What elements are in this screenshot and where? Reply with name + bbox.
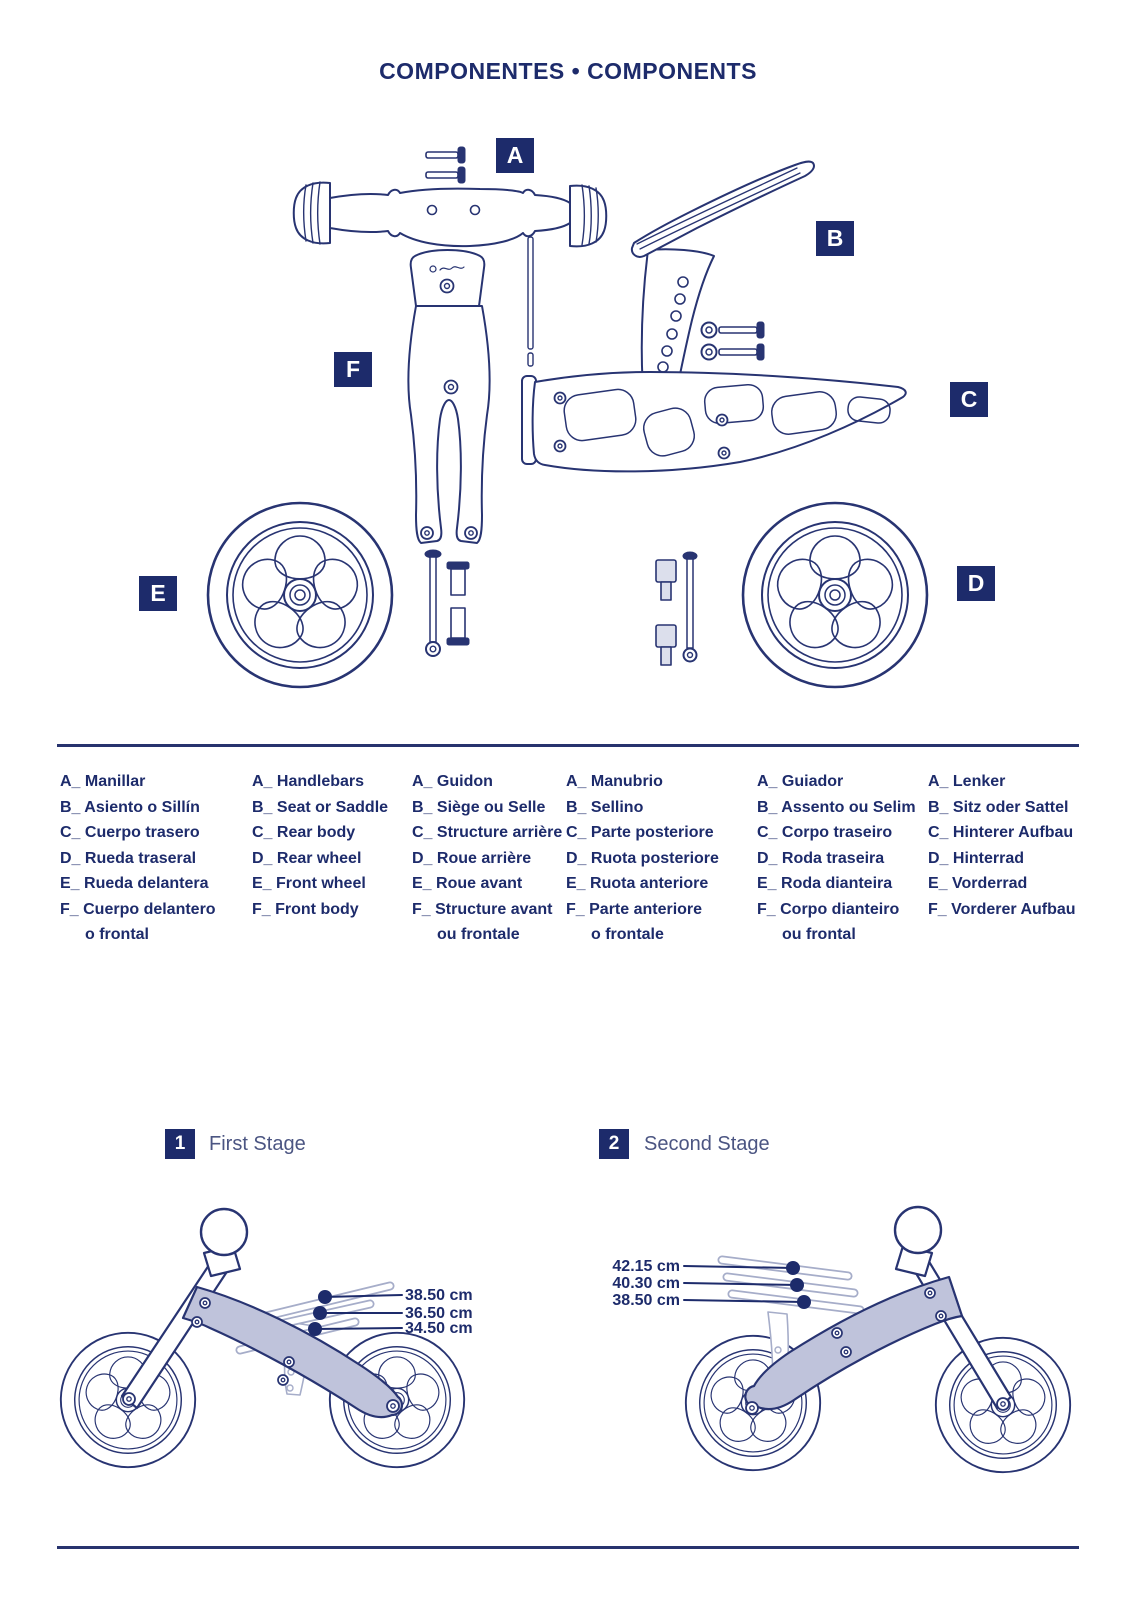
- legend-column-de: [928, 769, 1076, 922]
- legend-item: E_ Vorderrad: [928, 875, 1028, 892]
- legend-column-es: [60, 769, 216, 948]
- part-label-a: A: [496, 138, 534, 173]
- handlebar-screws: [426, 147, 465, 183]
- legend-item: A_ Manubrio: [566, 773, 663, 790]
- legend-item: C_ Rear body: [252, 824, 356, 841]
- legend-item: B_ Asiento o Sillín: [60, 798, 200, 816]
- legend-item: B_ Assento ou Selim: [757, 798, 916, 816]
- legend-item: D_ Hinterrad: [928, 849, 1025, 867]
- legend-column-pt: [757, 769, 916, 948]
- legend-item: D_ Roda traseira: [757, 849, 885, 867]
- rear-axle-hardware: [656, 552, 697, 665]
- legend-item: E_ Roda dianteira: [757, 875, 893, 892]
- stage2-measurement-1: 42.15 cm: [612, 1258, 680, 1275]
- stage1-measurement-1: 38.50 cm: [405, 1287, 473, 1304]
- legend-item: E_ Roue avant: [412, 875, 523, 892]
- legend-item: B_ Sitz oder Sattel: [928, 798, 1069, 816]
- legend-item: F_ Corpo dianteiro: [757, 900, 900, 918]
- legend-item: B_ Sellino: [566, 798, 644, 816]
- legend-item: F_ Structure avant: [412, 900, 553, 918]
- part-label-d: D: [957, 566, 995, 601]
- legend-column-it: [566, 769, 719, 948]
- legend-item: D_ Roue arrière: [412, 849, 532, 867]
- seat-rod: [528, 237, 533, 366]
- legend-item: C_ Parte posteriore: [566, 824, 714, 841]
- part-label-b: B: [816, 221, 854, 256]
- stage2-title: Second Stage: [644, 1132, 770, 1155]
- legend-item: E_ Front wheel: [252, 875, 366, 892]
- legend-column-en: [252, 769, 388, 922]
- legend-item: F_ Front body: [252, 900, 359, 918]
- legend-item: C_ Structure arrière: [412, 824, 563, 841]
- rear-body-part: [522, 372, 906, 471]
- stage1-title: First Stage: [209, 1132, 306, 1155]
- legend-item: A_ Manillar: [60, 773, 146, 790]
- stage2-measurement-2: 40.30 cm: [612, 1275, 680, 1292]
- legend-item: A_ Guidon: [412, 773, 493, 790]
- legend-item: F_ Parte anteriore: [566, 900, 703, 918]
- divider-line-top: [57, 744, 1079, 747]
- legend-item: A_ Handlebars: [252, 773, 365, 790]
- part-label-c: C: [950, 382, 988, 417]
- legend-item: B_ Siège ou Selle: [412, 798, 546, 816]
- stage1-measurement-2: 36.50 cm: [405, 1305, 473, 1322]
- page-title: COMPONENTES • COMPONENTS: [379, 58, 757, 84]
- stages-diagram: [0, 1160, 1136, 1490]
- legend-item: A_ Lenker: [928, 773, 1006, 790]
- handlebar-part: [294, 182, 607, 246]
- legend-item: D_ Rueda traseral: [60, 849, 197, 867]
- legend-item-extra: ou frontale: [437, 926, 520, 943]
- legend-item: D_ Ruota posteriore: [566, 849, 719, 867]
- legend-item-extra: ou frontal: [782, 926, 856, 943]
- legend-item: C_ Cuerpo trasero: [60, 824, 200, 841]
- front-axle-hardware: [425, 550, 469, 656]
- legend-item: F_ Vorderer Aufbau: [928, 900, 1076, 918]
- legend-item: D_ Rear wheel: [252, 849, 362, 867]
- divider-line-bottom: [57, 1546, 1079, 1549]
- legend-item: E_ Ruota anteriore: [566, 875, 709, 892]
- legend-item-extra: o frontal: [85, 926, 149, 943]
- stage2-bike: [684, 1207, 1070, 1472]
- legend-item-extra: o frontale: [591, 926, 664, 943]
- stage2-number-badge: 2: [599, 1129, 629, 1159]
- legend-item: C_ Corpo traseiro: [757, 824, 893, 841]
- legend-item: A_ Guiador: [757, 773, 844, 790]
- part-label-e: E: [139, 576, 177, 611]
- stage2-measurement-3: 38.50 cm: [612, 1292, 680, 1309]
- part-label-f: F: [334, 352, 372, 387]
- legend-item: B_ Seat or Saddle: [252, 798, 389, 816]
- seat-screws: [702, 322, 765, 360]
- stage1-bike: [61, 1209, 464, 1467]
- rear-wheel-part: [743, 503, 927, 687]
- legend-item: E_ Rueda delantera: [60, 875, 209, 892]
- stage1-number-badge: 1: [165, 1129, 195, 1159]
- legend-item: C_ Hinterer Aufbau: [928, 824, 1074, 841]
- front-body-part: [408, 250, 489, 543]
- legend-column-fr: [412, 769, 562, 948]
- stage1-measurement-3: 34.50 cm: [405, 1320, 473, 1337]
- front-wheel-part: [208, 503, 392, 687]
- legend-item: F_ Cuerpo delantero: [60, 900, 216, 918]
